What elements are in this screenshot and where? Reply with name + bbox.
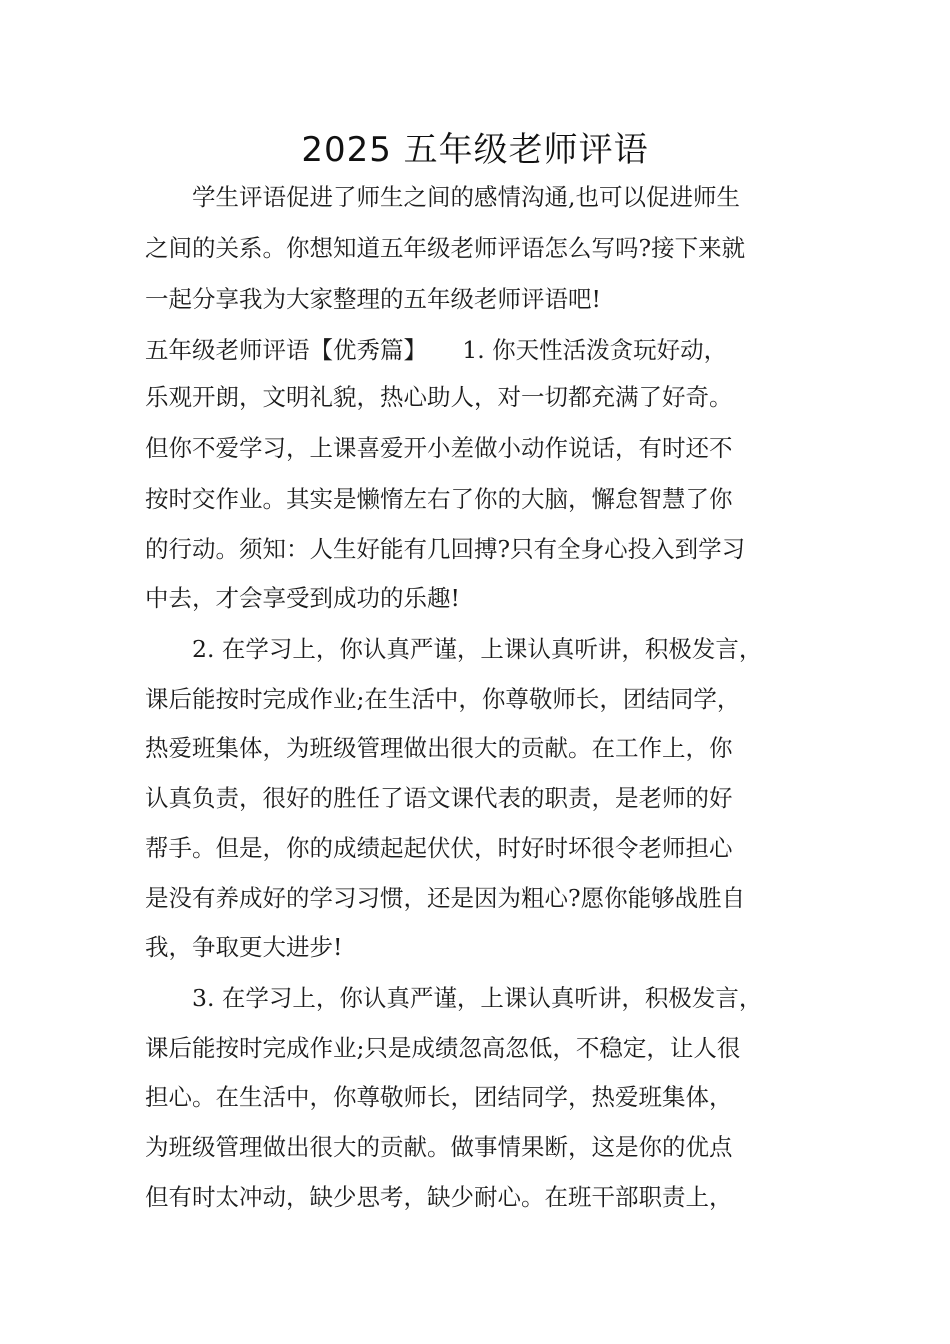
text-line: 五年级老师评语【优秀篇】 1. 你天性活泼贪玩好动， [145,336,728,364]
text-line: 中去，才会享受到成功的乐趣! [145,584,460,612]
text-line: 帮手。但是，你的成绩起起伏伏，时好时坏很令老师担心 [145,834,733,862]
text-line: 3. 在学习上，你认真严谨，上课认真听讲，积极发言， [145,984,763,1012]
text-line: 2. 在学习上，你认真严谨，上课认真听讲，积极发言， [145,635,763,663]
text-line: 我，争取更大进步! [145,933,343,961]
text-line: 学生评语促进了师生之间的感情沟通,也可以促进师生 [145,183,740,211]
document-title: 2025 五年级老师评语 [301,130,649,170]
text-line: 乐观开朗，文明礼貌，热心助人，对一切都充满了好奇。 [145,383,733,411]
text-line: 但有时太冲动，缺少思考，缺少耐心。在班干部职责上， [145,1183,733,1211]
text-line: 课后能按时完成作业;只是成绩忽高忽低，不稳定，让人很 [145,1034,741,1062]
text-line: 为班级管理做出很大的贡献。做事情果断，这是你的优点 [145,1133,733,1161]
text-line: 一起分享我为大家整理的五年级老师评语吧! [145,285,601,313]
text-line: 课后能按时完成作业;在生活中，你尊敬师长，团结同学， [145,685,741,713]
text-line: 热爱班集体，为班级管理做出很大的贡献。在工作上，你 [145,734,733,762]
text-line: 但你不爱学习，上课喜爱开小差做小动作说话，有时还不 [145,434,733,462]
text-line: 认真负责，很好的胜任了语文课代表的职责，是老师的好 [145,784,733,812]
text-line: 的行动。须知：人生好能有几回搏?只有全身心投入到学习 [145,535,746,563]
text-line: 按时交作业。其实是懒惰左右了你的大脑，懈怠智慧了你 [145,485,733,513]
text-line: 是没有养成好的学习习惯，还是因为粗心?愿你能够战胜自 [145,884,746,912]
text-line: 之间的关系。你想知道五年级老师评语怎么写吗?接下来就 [145,234,746,262]
text-line: 担心。在生活中，你尊敬师长，团结同学，热爱班集体， [145,1083,733,1111]
